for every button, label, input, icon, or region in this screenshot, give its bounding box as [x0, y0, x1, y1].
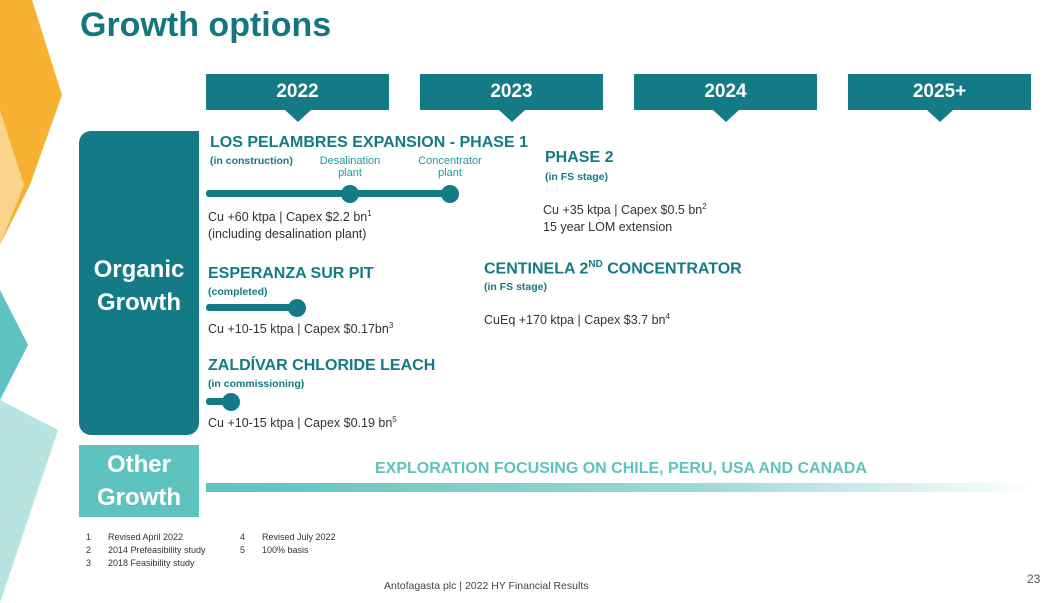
phase2-stage: (in FS stage): [545, 171, 609, 183]
footnote-3: 3 2018 Feasibility study: [86, 558, 195, 568]
organic-label-line2: Growth: [97, 289, 181, 316]
organic-label-line1: Organic: [93, 256, 185, 283]
esperanza-stage: (completed): [208, 286, 268, 298]
year-header-2024: 2024: [634, 74, 817, 110]
centinela-stage: (in FS stage): [484, 281, 548, 293]
exploration-bar: [206, 483, 1036, 492]
desalination-milestone-label: Desalination plant: [319, 155, 381, 179]
exploration-label: EXPLORATION FOCUSING ON CHILE, PERU, USA AND CANADA: [375, 460, 867, 477]
centinela-title: CENTINELA 2ND CONCENTRATOR: [484, 259, 742, 278]
year-header-2023: 2023: [420, 74, 603, 110]
esperanza-milestone-dot: [288, 299, 306, 317]
phase2-title: PHASE 2: [545, 149, 614, 166]
esperanza-detail: Cu +10-15 ktpa | Capex $\$0.17bn^3$: [208, 321, 394, 337]
footnotes-col1: [86, 531, 206, 570]
year-header-2022: 2022: [206, 74, 389, 110]
esperanza-timeline-bar: [206, 304, 298, 311]
pelambres-stage: (in construction): [210, 155, 293, 167]
page-title: Growth options: [80, 6, 332, 44]
concentrator-milestone-dot: [441, 185, 459, 203]
other-label-line1: Other: [106, 451, 171, 478]
footnotes-col2: [240, 531, 336, 557]
other-label-line2: Growth: [97, 484, 181, 511]
page-number: 23: [1027, 572, 1041, 586]
concentrator-milestone-label: Concentrator plant: [418, 155, 482, 179]
pelambres-detail: Cu +60 ktpa | Capex $2.2 $bn^1$ (including desalination plant): [208, 209, 372, 242]
desalination-milestone-dot: [341, 185, 359, 203]
esperanza-title: ESPERANZA SUR PIT: [208, 265, 374, 282]
zaldivar-milestone-dot: [222, 393, 240, 411]
decorative-shapes: [0, 0, 80, 603]
pelambres-title: LOS PELAMBRES EXPANSION - PHASE 1: [210, 134, 528, 151]
pelambres-timeline-bar: [206, 190, 450, 197]
zaldivar-title: ZALDÍVAR CHLORIDE LEACH: [208, 357, 436, 374]
footnote-4: 4 Revised July 2022: [240, 532, 336, 542]
organic-growth-label: [79, 131, 199, 435]
other-growth-label: [79, 445, 199, 517]
zaldivar-detail: Cu +10-15 ktpa | Capex $0.19 $bn^5$: [208, 415, 397, 431]
zaldivar-stage: (in commissioning): [208, 378, 305, 390]
footnote-2: 2 2014 Prefeasibility study: [86, 545, 206, 555]
footer-text: Antofagasta plc | 2022 HY Financial Results: [384, 580, 589, 592]
centinela-detail: CuEq +170 ktpa | Capex $3.7 $bn^4$: [484, 312, 670, 328]
year-header-2025-plus: 2025+: [848, 74, 1031, 110]
footnote-1: 1 Revised April 2022: [86, 532, 184, 542]
phase2-detail: Cu +35 ktpa | Capex $0.5 $bn^2$ 15 year LOM extension: [543, 202, 707, 235]
footnote-5: 5 100% basis: [240, 545, 309, 555]
